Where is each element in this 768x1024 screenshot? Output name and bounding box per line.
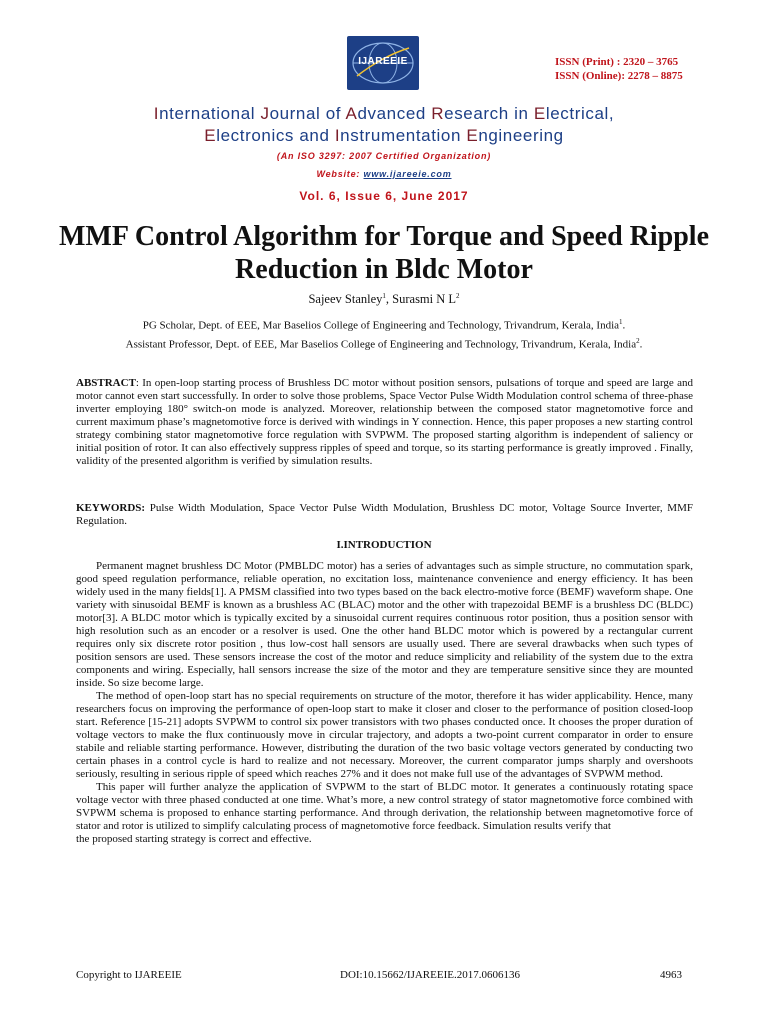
affiliation-sup: 2 — [636, 337, 640, 345]
journal-cap: I — [153, 104, 160, 123]
author-sup: 1 — [382, 292, 386, 300]
journal-word: lectrical, — [545, 104, 615, 123]
author-name: Sajeev Stanley — [308, 292, 383, 307]
author-line — [0, 292, 768, 307]
paragraph: Permanent magnet brushless DC Motor (PMBLDC motor) has a series of advantages such as simple structure, no commutation spark, good speed regulation performance, reliable operation, no excitation loss, maintenance convenience and energy efficiency. It has been widely used in the many fields[1]. A PMSM classified into two types based on the back electro-motive force (BEMF) waveform shape. One variety with sinusoidal BEMF is known as a brushless AC (BLAC) motor and the other with trapezoidal BEMF is a brushless DC (BLDC) motor[3]. A BLDC motor which is typically excited by a sinusoidal current requires continuous rotor position, thus a position sensor with high resolution such as an encoder or a resolver is used. One the other hand BLDC motor which is powered by a rectangular current requires only six discrete rotor position , thus low-cost hall sensors are usually used. There are several drawbacks when such types of position sensors are used. These sensors increase the cost of the motor and reduce simplicity and reliability of the system due to the extra components and wiring. Especially, hall sensors increase the size of the motor and they are temperature sensitive since they are mounted inside. So size become large. — [76, 560, 693, 689]
paragraph: the proposed starting strategy is correct and effective. — [76, 833, 312, 845]
paper-title: MMF Control Algorithm for Torque and Speed Ripple Reduction in Bldc Motor — [58, 221, 710, 285]
affiliation-sup: 1 — [619, 318, 623, 326]
abstract — [76, 377, 693, 468]
keywords — [76, 502, 693, 528]
website-label: Website: — [316, 169, 364, 179]
author-name: Surasmi N L — [392, 292, 457, 307]
footer-copyright: Copyright to IJAREEIE — [76, 969, 182, 981]
section-heading: I.INTRODUCTION — [336, 539, 432, 551]
journal-cap: E — [204, 126, 217, 145]
issn-online: ISSN (Online): 2278 – 8875 — [555, 70, 683, 82]
keywords-label: KEYWORDS: — [76, 502, 146, 514]
journal-cap: A — [345, 104, 358, 123]
affiliation-1: PG Scholar, Dept. of EEE, Mar Baselios College of Engineering and Technology, Trivandrum, Kerala, India$^1$. — [142, 318, 626, 332]
paragraph: The method of open-loop start has no special requirements on structure of the motor, therefore it has wider applicability. Hence, many researchers focus on improving the performance of open-loop start to make it closer and closer to the performance of position closed-loop start. Reference [15-21] adopts SVPWM to control six power transistors with two phases conducted once. It chooses the proper duration of voltage vectors to make the flux continuously move in circular trajectory, and adopts a two-point current comparator in order to ensure stabile and reliable starting performance. However, distributing the duration of the two basic voltage vectors generated by conducting two certain phases in a control cycle is hard to realize and not necessary. Moreover, the current comparator jumps sharply and overshoots seriously, resulting in serious ripple of speed which reaches 27% and it does not make full use of the advantages of SVPWM method. — [76, 690, 693, 780]
journal-name-line1 — [40, 103, 728, 125]
affiliation-text: PG Scholar, Dept. of EEE, Mar Baselios College of Engineering and Technology, Trivandrum, Kerala, India — [142, 319, 620, 332]
journal-cap: J — [260, 104, 270, 123]
footer-page-number: 4963 — [660, 969, 682, 981]
footer-doi: DOI:10.15662/IJAREEIE.2017.0606136 — [340, 969, 520, 981]
journal-cap: R — [431, 104, 445, 123]
author-separator: , — [385, 292, 393, 307]
issn-block — [555, 55, 683, 83]
journal-word: nstrumentation — [340, 126, 467, 145]
journal-cap: E — [466, 126, 479, 145]
journal-cap: I — [334, 126, 341, 145]
journal-word: ournal of — [269, 104, 346, 123]
website-line — [0, 169, 768, 179]
journal-word: esearch in — [444, 104, 534, 123]
journal-cap: E — [533, 104, 546, 123]
abstract-text: : In open-loop starting process of Brushless DC motor without position sensors, pulsations of torque and speed are large and motor cannot even start successfully. In order to solve those problems, Space Vector Pulse Width Modulation control schema of three-phase inverter employing 180° switch-on mode is analyzed. Moreover, relationship between the composed stator magnetomotive force and current maximum phase’s magnetomotive force is derived with windings in Y connection. Hence, this paper proposes a new starting control strategy combining stator magnetomotive force regulation with SVPWM. The proposed starting algorithm is independent of saliency or initial position of rotor. It can also effectively suppress ripples of speed and torque, so its starting performance is greatly improved . Finally, validity of the presented algorithm is verified by simulation results. — [76, 377, 693, 467]
affiliation-text: Assistant Professor, Dept. of EEE, Mar Baselios College of Engineering and Technology, Trivandrum, Kerala, India — [125, 338, 637, 351]
logo-text: IJAREEIE — [358, 56, 408, 67]
issn-print: ISSN (Print) : 2320 – 3765 — [555, 56, 679, 68]
author-sup: 2 — [456, 292, 460, 300]
paragraph: This paper will further analyze the application of SVPWM to the start of BLDC motor. It generates a continuously rotating space voltage vector with three phased conducted at one time. What’s more, a new control strategy of stator magnetomotive force combined with SVPWM schema is proposed to enhance starting performance. And through derivation, the relationship between magnetomotive force of stator and rotor is utilized to simplify calculating process of magnetomotive force feedback. Simulation results verify that — [76, 781, 693, 832]
affiliation-2: Assistant Professor, Dept. of EEE, Mar Baselios College of Engineering and Technology, Trivandrum, Kerala, India$^2$. — [125, 337, 643, 351]
website-link[interactable]: www.ijareeie.com — [363, 169, 452, 179]
introduction-body — [76, 560, 693, 846]
journal-name-line2 — [40, 125, 728, 147]
iso-certification: (An ISO 3297: 2007 Certified Organization) — [276, 151, 492, 161]
journal-word: lectronics and — [216, 126, 335, 145]
journal-word: dvanced — [357, 104, 432, 123]
journal-word: ngineering — [478, 126, 564, 145]
abstract-label: ABSTRACT — [76, 377, 136, 389]
journal-logo — [347, 36, 419, 90]
keywords-text: Pulse Width Modulation, Space Vector Pulse Width Modulation, Brushless DC motor, Voltage Source Inverter, MMF Regulation. — [76, 502, 693, 527]
volume-issue: Vol. 6, Issue 6, June 2017 — [299, 189, 469, 203]
journal-word: nternational — [159, 104, 261, 123]
